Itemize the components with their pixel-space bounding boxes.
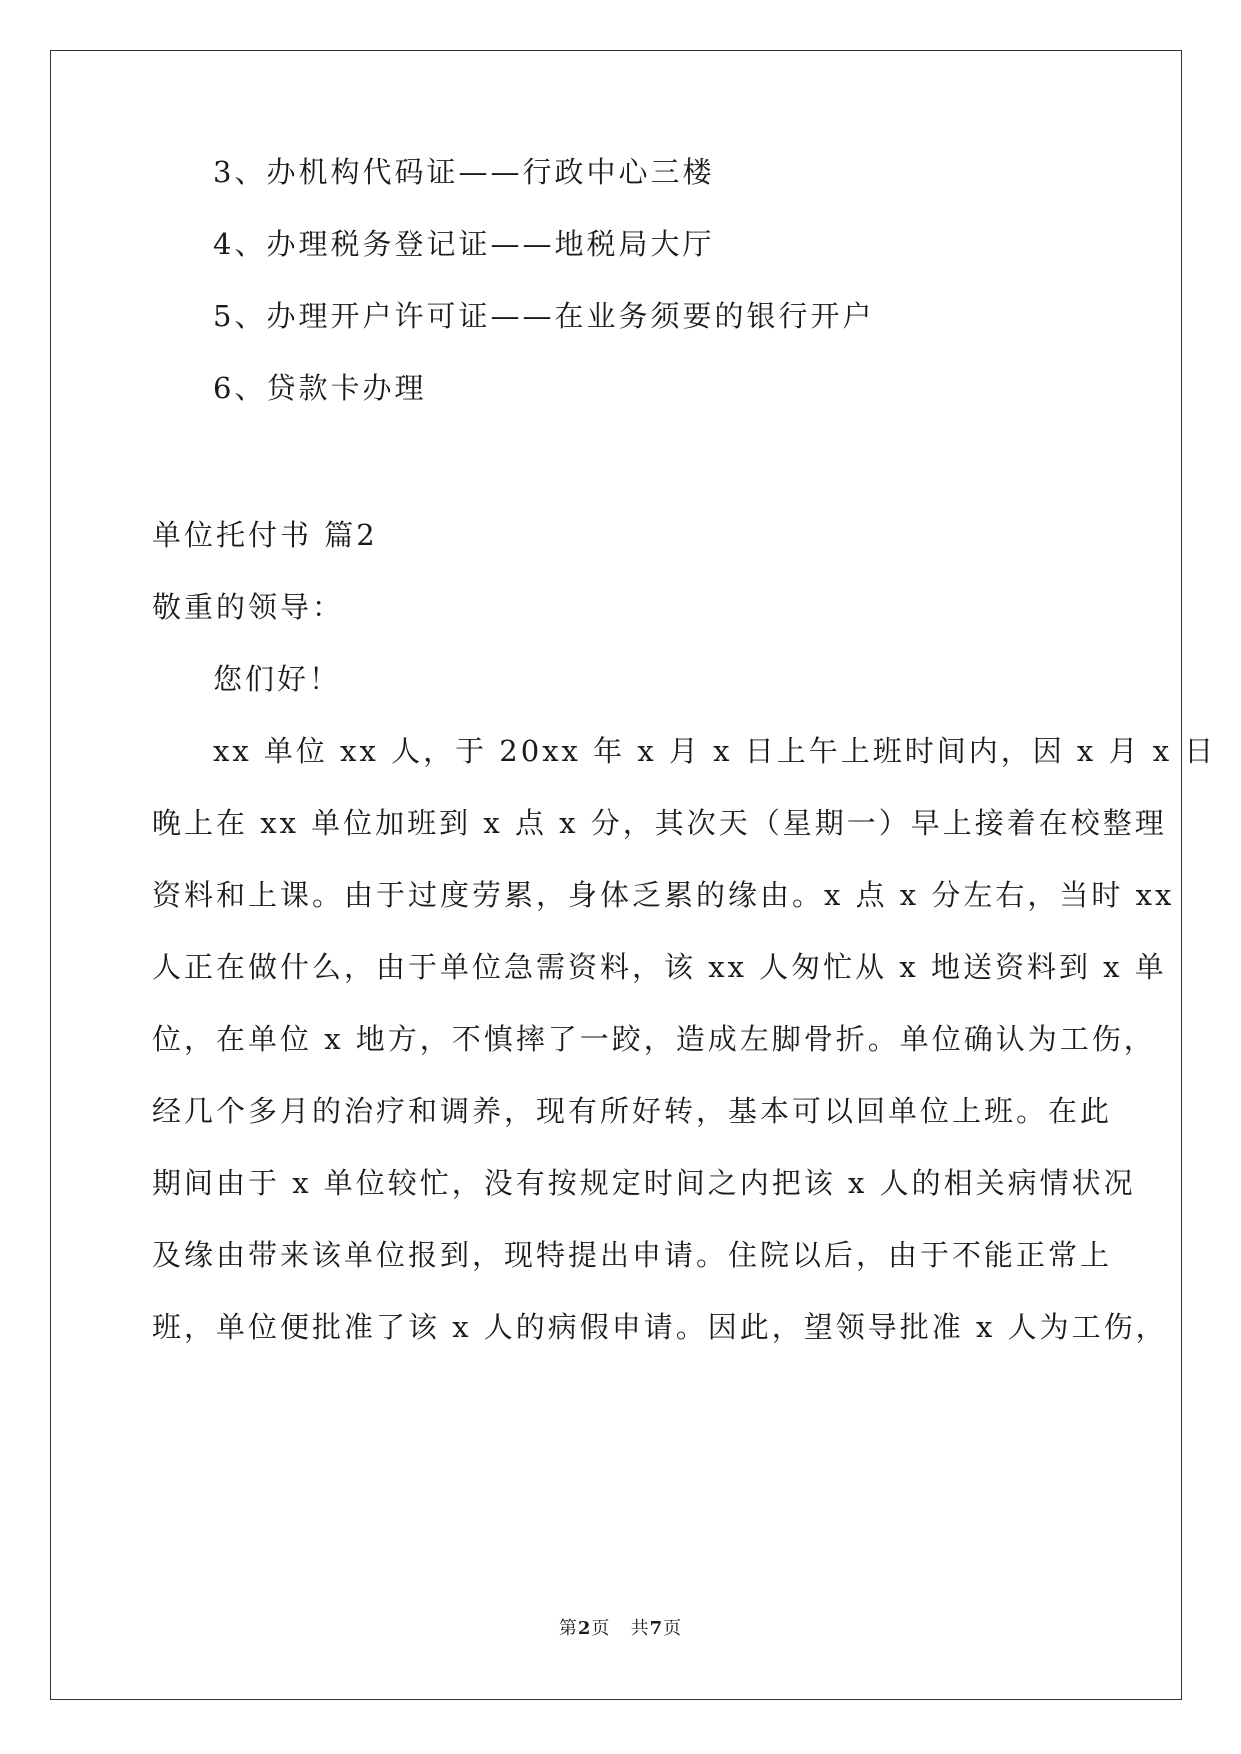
body-line: 资料和上课。由于过度劳累，身体乏累的缘由。x 点 x 分左右，当时 xx (152, 878, 1175, 912)
footer-page-label: 页 (591, 1618, 611, 1639)
body-line: 期间由于 x 单位较忙，没有按规定时间之内把该 x 人的相关病情状况 (152, 1166, 1136, 1200)
list-item: 4、办理税务登记证——地税局大厅 (213, 227, 715, 261)
body-line: xx 单位 xx 人，于 20xx 年 x 月 x 日上午上班时间内，因 x 月 x 日 (213, 734, 1217, 768)
list-item: 3、办机构代码证——行政中心三楼 (213, 155, 715, 189)
body-line: 及缘由带来该单位报到，现特提出申请。住院以后，由于不能正常上 (152, 1238, 1113, 1272)
footer-prefix: 第 (558, 1618, 578, 1639)
page-footer (0, 1614, 1241, 1640)
footer-total-label: 页 (663, 1618, 683, 1639)
current-page-number: 2 (577, 1618, 592, 1639)
salutation: 敬重的领导： (152, 590, 345, 624)
body-line: 位，在单位 x 地方，不慎摔了一跤，造成左脚骨折。单位确认为工伤， (152, 1022, 1156, 1056)
footer-total-prefix: 共 (630, 1618, 650, 1639)
body-line: 班，单位便批准了该 x 人的病假申请。因此，望领导批准 x 人为工伤， (152, 1310, 1168, 1344)
body-line: 经几个多月的治疗和调养，现有所好转，基本可以回单位上班。在此 (152, 1094, 1113, 1128)
section-heading: 单位托付书 篇2 (152, 518, 378, 552)
list-item: 6、贷款卡办理 (213, 371, 427, 405)
list-item: 5、办理开户许可证——在业务须要的银行开户 (213, 299, 875, 333)
body-line: 晚上在 xx 单位加班到 x 点 x 分，其次天（星期一）早上接着在校整理 (152, 806, 1167, 840)
total-pages-number: 7 (649, 1618, 664, 1639)
body-line: 人正在做什么，由于单位急需资料，该 xx 人匆忙从 x 地送资料到 x 单 (152, 950, 1167, 984)
greeting: 您们好！ (213, 662, 342, 696)
